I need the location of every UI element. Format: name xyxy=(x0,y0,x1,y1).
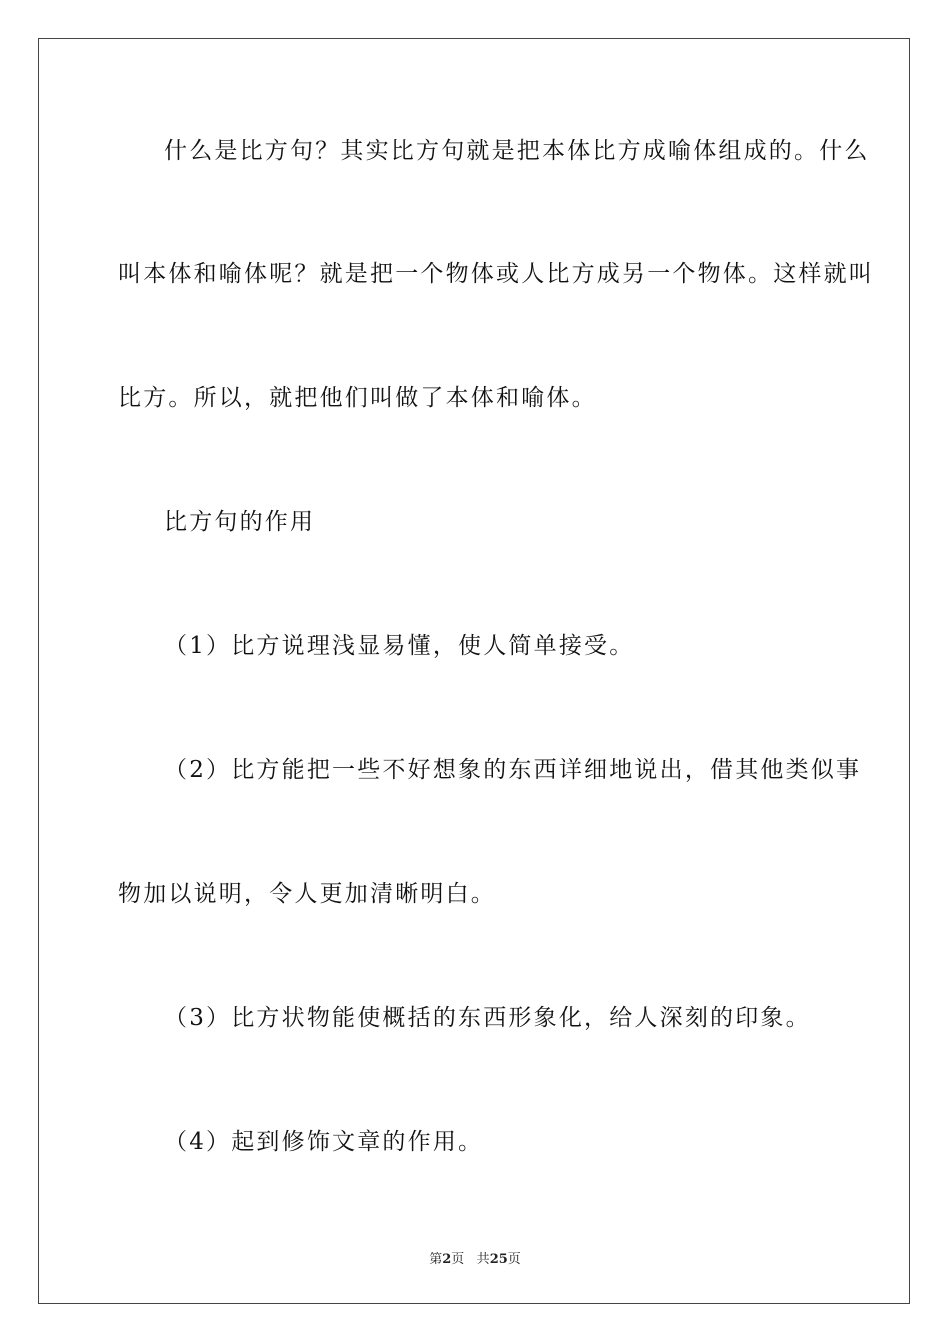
page-prefix: 第 xyxy=(429,1252,443,1267)
current-page-number: 2 xyxy=(442,1252,452,1267)
section-heading: 比方句的作用 xyxy=(164,509,316,535)
page-suffix: 页 xyxy=(451,1252,465,1267)
page-border xyxy=(38,38,910,1304)
paragraph-line: 比方。所以，就把他们叫做了本体和喻体。 xyxy=(118,385,597,411)
paragraph-line: 什么是比方句？其实比方句就是把本体比方成喻体组成的。什么 xyxy=(164,138,870,164)
total-prefix: 共 xyxy=(476,1252,490,1267)
paragraph-line: 叫本体和喻体呢？就是把一个物体或人比方成另一个物体。这样就叫 xyxy=(118,261,874,287)
total-pages-number: 25 xyxy=(489,1252,508,1267)
total-suffix: 页 xyxy=(507,1252,521,1267)
list-item: （2）比方能把一些不好想象的东西详细地说出，借其他类似事 xyxy=(164,757,862,783)
list-item: （3）比方状物能使概括的东西形象化，给人深刻的印象。 xyxy=(164,1005,811,1031)
page-footer xyxy=(0,1248,950,1267)
list-item: （1）比方说理浅显易懂，使人简单接受。 xyxy=(164,633,635,659)
list-item-continuation: 物加以说明，令人更加清晰明白。 xyxy=(118,881,496,907)
list-item: （4）起到修饰文章的作用。 xyxy=(164,1129,484,1155)
